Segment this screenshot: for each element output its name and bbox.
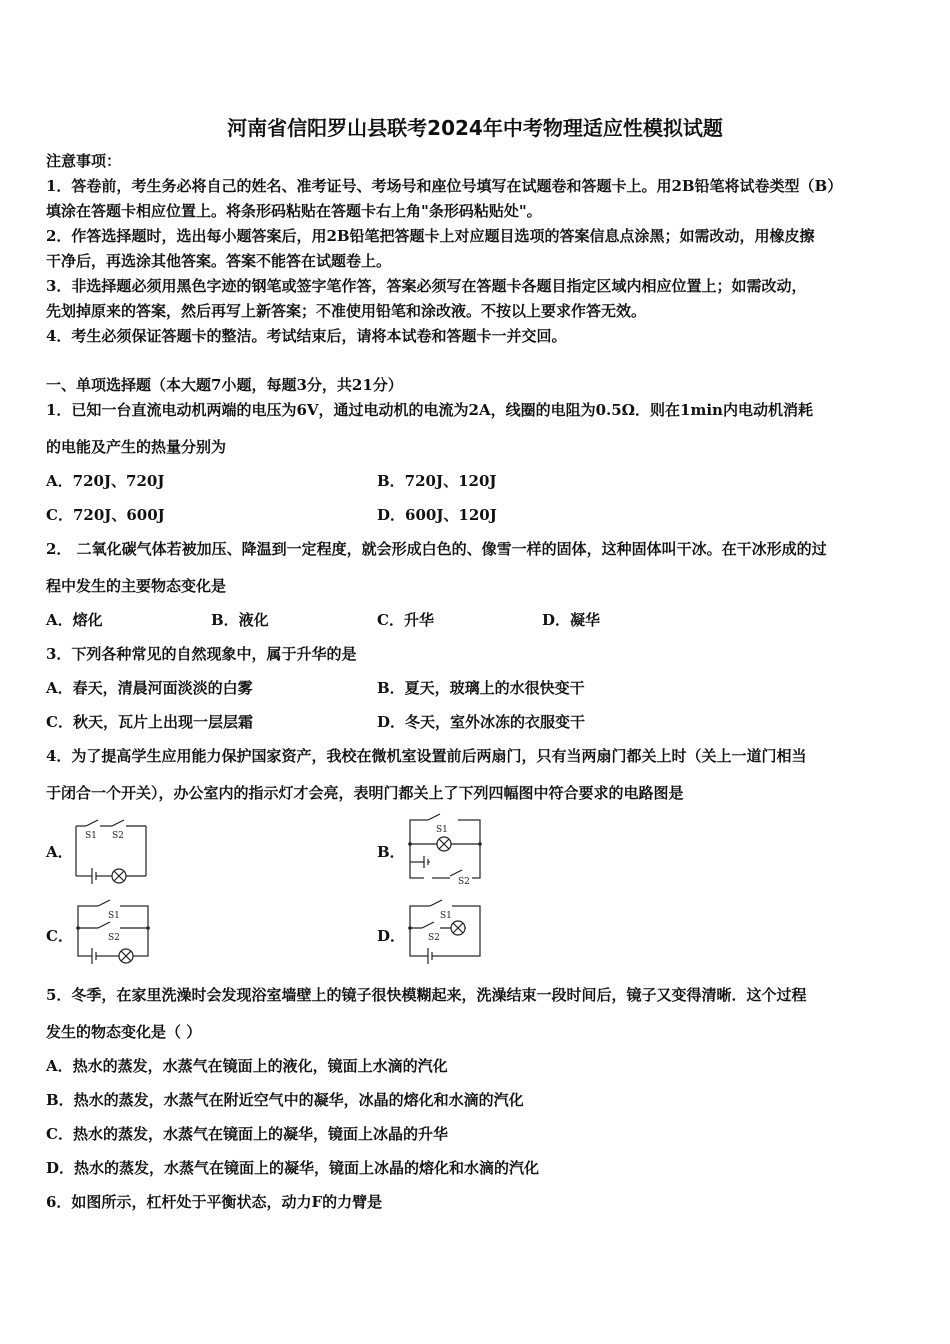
circuit-b-s2-label: S2 <box>458 877 470 887</box>
q3-option-d: D．冬天，室外冰冻的衣服变干 <box>377 713 586 731</box>
notice-heading: 注意事项： <box>46 152 122 170</box>
circuit-d-s2-label: S2 <box>428 933 440 943</box>
page-title: 河南省信阳罗山县联考2024年中考物理适应性模拟试题 <box>227 116 723 140</box>
q1-stem-2: 的电能及产生的热量分别为 <box>46 438 227 456</box>
q4-stem-1: 4．为了提高学生应用能力保护国家资产，我校在微机室设置前后两扇门，只有当两扇门都关上时（关上一道门相当 <box>46 747 807 765</box>
circuit-c-s2-label: S2 <box>108 933 120 943</box>
circuit-b-diagram <box>408 818 484 887</box>
notice-line-7: 4．考生必须保证答题卡的整洁。考试结束后，请将本试卷和答题卡一并交回。 <box>46 327 567 345</box>
q1-option-b: B．720J、120J <box>377 472 497 490</box>
section-heading: 一、单项选择题（本大题7小题，每题3分，共21分） <box>46 376 403 394</box>
notice-line-3: 2．作答选择题时，选出每小题答案后，用2B铅笔把答题卡上对应题目选项的答案信息点涂黑；如需改动，用橡皮擦 <box>46 227 815 245</box>
q2-option-a: A．熔化 <box>46 611 103 629</box>
circuit-c-s1-label: S1 <box>108 911 120 921</box>
q4-option-c: C． <box>46 927 73 945</box>
q2-stem-1: 2． 二氧化碳气体若被加压、降温到一定程度，就会形成白色的、像雪一样的固体，这种固体叫干冰。在干冰形成的过 <box>46 540 827 558</box>
notice-line-1: 1．答卷前，考生务必将自己的姓名、准考证号、考场号和座位号填写在试题卷和答题卡上。用2B铅笔将试卷类型（B） <box>46 177 843 195</box>
notice-line-5: 3．非选择题必须用黑色字迹的钢笔或签字笔作答，答案必须写在答题卡各题目指定区域内相应位置上；如需改动， <box>46 277 807 295</box>
q5-stem-2: 发生的物态变化是（ ） <box>46 1023 202 1041</box>
circuit-d-s1-label: S1 <box>440 911 452 921</box>
q2-option-c: C．升华 <box>377 611 434 629</box>
q2-option-b: B．液化 <box>211 611 269 629</box>
q5-option-b: B．热水的蒸发，水蒸气在附近空气中的凝华，冰晶的熔化和水滴的汽化 <box>46 1091 524 1109</box>
circuit-c-diagram <box>76 904 152 962</box>
q4-option-a: A． <box>46 843 73 861</box>
q4-option-b: B． <box>377 843 405 861</box>
q3-stem: 3．下列各种常见的自然现象中，属于升华的是 <box>46 645 357 663</box>
q2-stem-2: 程中发生的主要物态变化是 <box>46 577 227 595</box>
circuit-d-diagram <box>408 904 484 962</box>
q1-option-c: C．720J、600J <box>46 506 165 524</box>
q5-stem-1: 5．冬季，在家里洗澡时会发现浴室墙壁上的镜子很快模糊起来，洗澡结束一段时间后，镜子又变得清晰．这个过程 <box>46 986 807 1004</box>
circuit-b-s1-label: S1 <box>436 825 448 835</box>
q3-option-a: A．春天，清晨河面淡淡的白雾 <box>46 679 253 697</box>
circuit-a-s2-label: S2 <box>112 831 124 841</box>
q3-option-c: C．秋天，瓦片上出现一层层霜 <box>46 713 253 731</box>
q5-option-d: D．热水的蒸发，水蒸气在镜面上的凝华，镜面上冰晶的熔化和水滴的汽化 <box>46 1159 540 1177</box>
q1-option-a: A．720J、720J <box>46 472 165 490</box>
q2-option-d: D．凝华 <box>542 611 601 629</box>
notice-line-2: 填涂在答题卡相应位置上。将条形码粘贴在答题卡右上角"条形码粘贴处"。 <box>46 202 542 220</box>
q3-option-b: B．夏天，玻璃上的水很快变干 <box>377 679 585 697</box>
notice-line-6: 先划掉原来的答案，然后再写上新答案；不准使用铅笔和涂改液。不按以上要求作答无效。 <box>46 302 647 320</box>
q4-stem-2: 于闭合一个开关），办公室内的指示灯才会亮，表明门都关上了下列四幅图中符合要求的电路图是 <box>46 784 684 802</box>
q1-option-d: D．600J、120J <box>377 506 497 524</box>
q1-stem-1: 1．已知一台直流电动机两端的电压为6V，通过电动机的电流为2A，线圈的电阻为0.5Ω．则在1min内电动机消耗 <box>46 401 813 419</box>
circuit-a-s1-label: S1 <box>85 831 97 841</box>
q6-stem: 6．如图所示，杠杆处于平衡状态，动力F的力臂是 <box>46 1193 383 1211</box>
circuit-a-diagram <box>74 822 150 882</box>
notice-line-4: 干净后，再选涂其他答案。答案不能答在试题卷上。 <box>46 252 392 270</box>
q5-option-a: A．热水的蒸发，水蒸气在镜面上的液化，镜面上水滴的汽化 <box>46 1057 448 1075</box>
q4-option-d: D． <box>377 927 406 945</box>
q5-option-c: C．热水的蒸发，水蒸气在镜面上的凝华，镜面上冰晶的升华 <box>46 1125 448 1143</box>
